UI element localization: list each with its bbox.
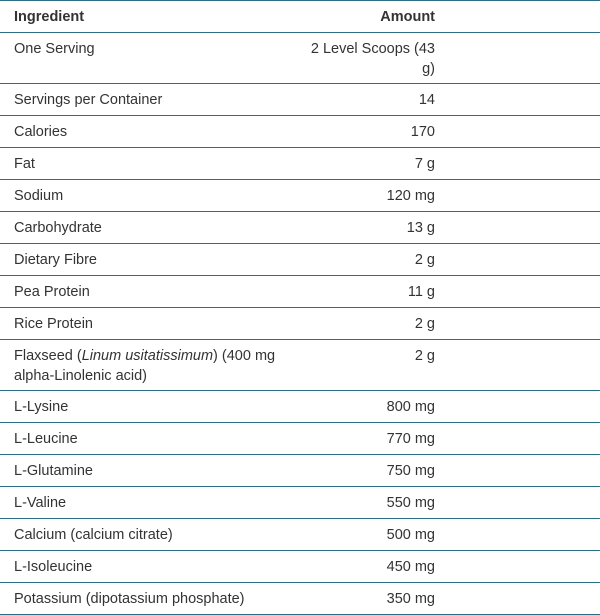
amount-cell: 13 g [406,220,435,236]
ingredient-cell: Calcium (calcium citrate) [14,527,173,543]
amount-cell: 2 Level Scoops (43 g) [310,41,435,77]
amount-cell: 750 mg [386,463,435,479]
amount-cell: 550 mg [386,495,435,511]
amount-cell: 170 [410,124,435,140]
table-row [0,487,600,519]
amount-cell: 350 mg [386,591,435,607]
ingredient-cell: One Serving [14,41,95,57]
table-header-row [0,1,600,33]
ingredient-cell: Rice Protein [14,316,93,332]
ingredient-cell: L-Lysine [14,399,69,415]
table-row [0,308,600,340]
ingredient-cell: L-Valine [14,495,67,511]
table-row [0,583,600,615]
ingredient-cell: Carbohydrate [14,220,102,236]
table-row [0,391,600,423]
amount-cell: 2 g [414,252,435,268]
table-row [0,148,600,180]
table-row [0,180,600,212]
ingredient-cell: L-Leucine [14,431,78,447]
amount-column-header: Amount [380,8,435,25]
ingredient-text-prefix: Flaxseed ( [14,348,82,364]
ingredient-cell: Sodium [14,188,64,204]
amount-cell: 800 mg [386,399,435,415]
ingredient-cell: Dietary Fibre [14,252,97,268]
table-row [0,212,600,244]
table-row [0,244,600,276]
amount-cell: 450 mg [386,559,435,575]
amount-cell: 500 mg [386,527,435,543]
table-row [0,519,600,551]
ingredient-cell: Servings per Container [14,92,163,108]
ingredient-column-header: Ingredient [14,8,85,25]
ingredient-cell: Calories [14,124,68,140]
amount-cell: 2 g [414,348,435,364]
ingredient-cell: L-Isoleucine [14,559,93,575]
ingredient-cell: Fat [14,156,35,172]
ingredient-cell: Pea Protein [14,284,90,300]
amount-cell: 14 [418,92,435,108]
table-row [0,340,600,391]
ingredient-cell: Potassium (dipotassium phosphate) [14,591,245,607]
table-row [0,33,600,84]
ingredient-cell: L-Glutamine [14,463,93,479]
ingredient-cell [0,340,300,386]
table-row [0,423,600,455]
amount-cell: 2 g [414,316,435,332]
table-row [0,84,600,116]
amount-cell: 11 g [407,284,435,300]
amount-cell: 120 mg [386,188,435,204]
ingredient-text-suffix: ) (400 mg alpha-Linolenic acid) [14,348,276,384]
ingredient-latin-name: Linum usitatissimum [81,348,214,364]
amount-cell: 7 g [414,156,435,172]
table-row [0,116,600,148]
table-row [0,455,600,487]
amount-cell: 770 mg [386,431,435,447]
table-row [0,276,600,308]
table-row [0,551,600,583]
